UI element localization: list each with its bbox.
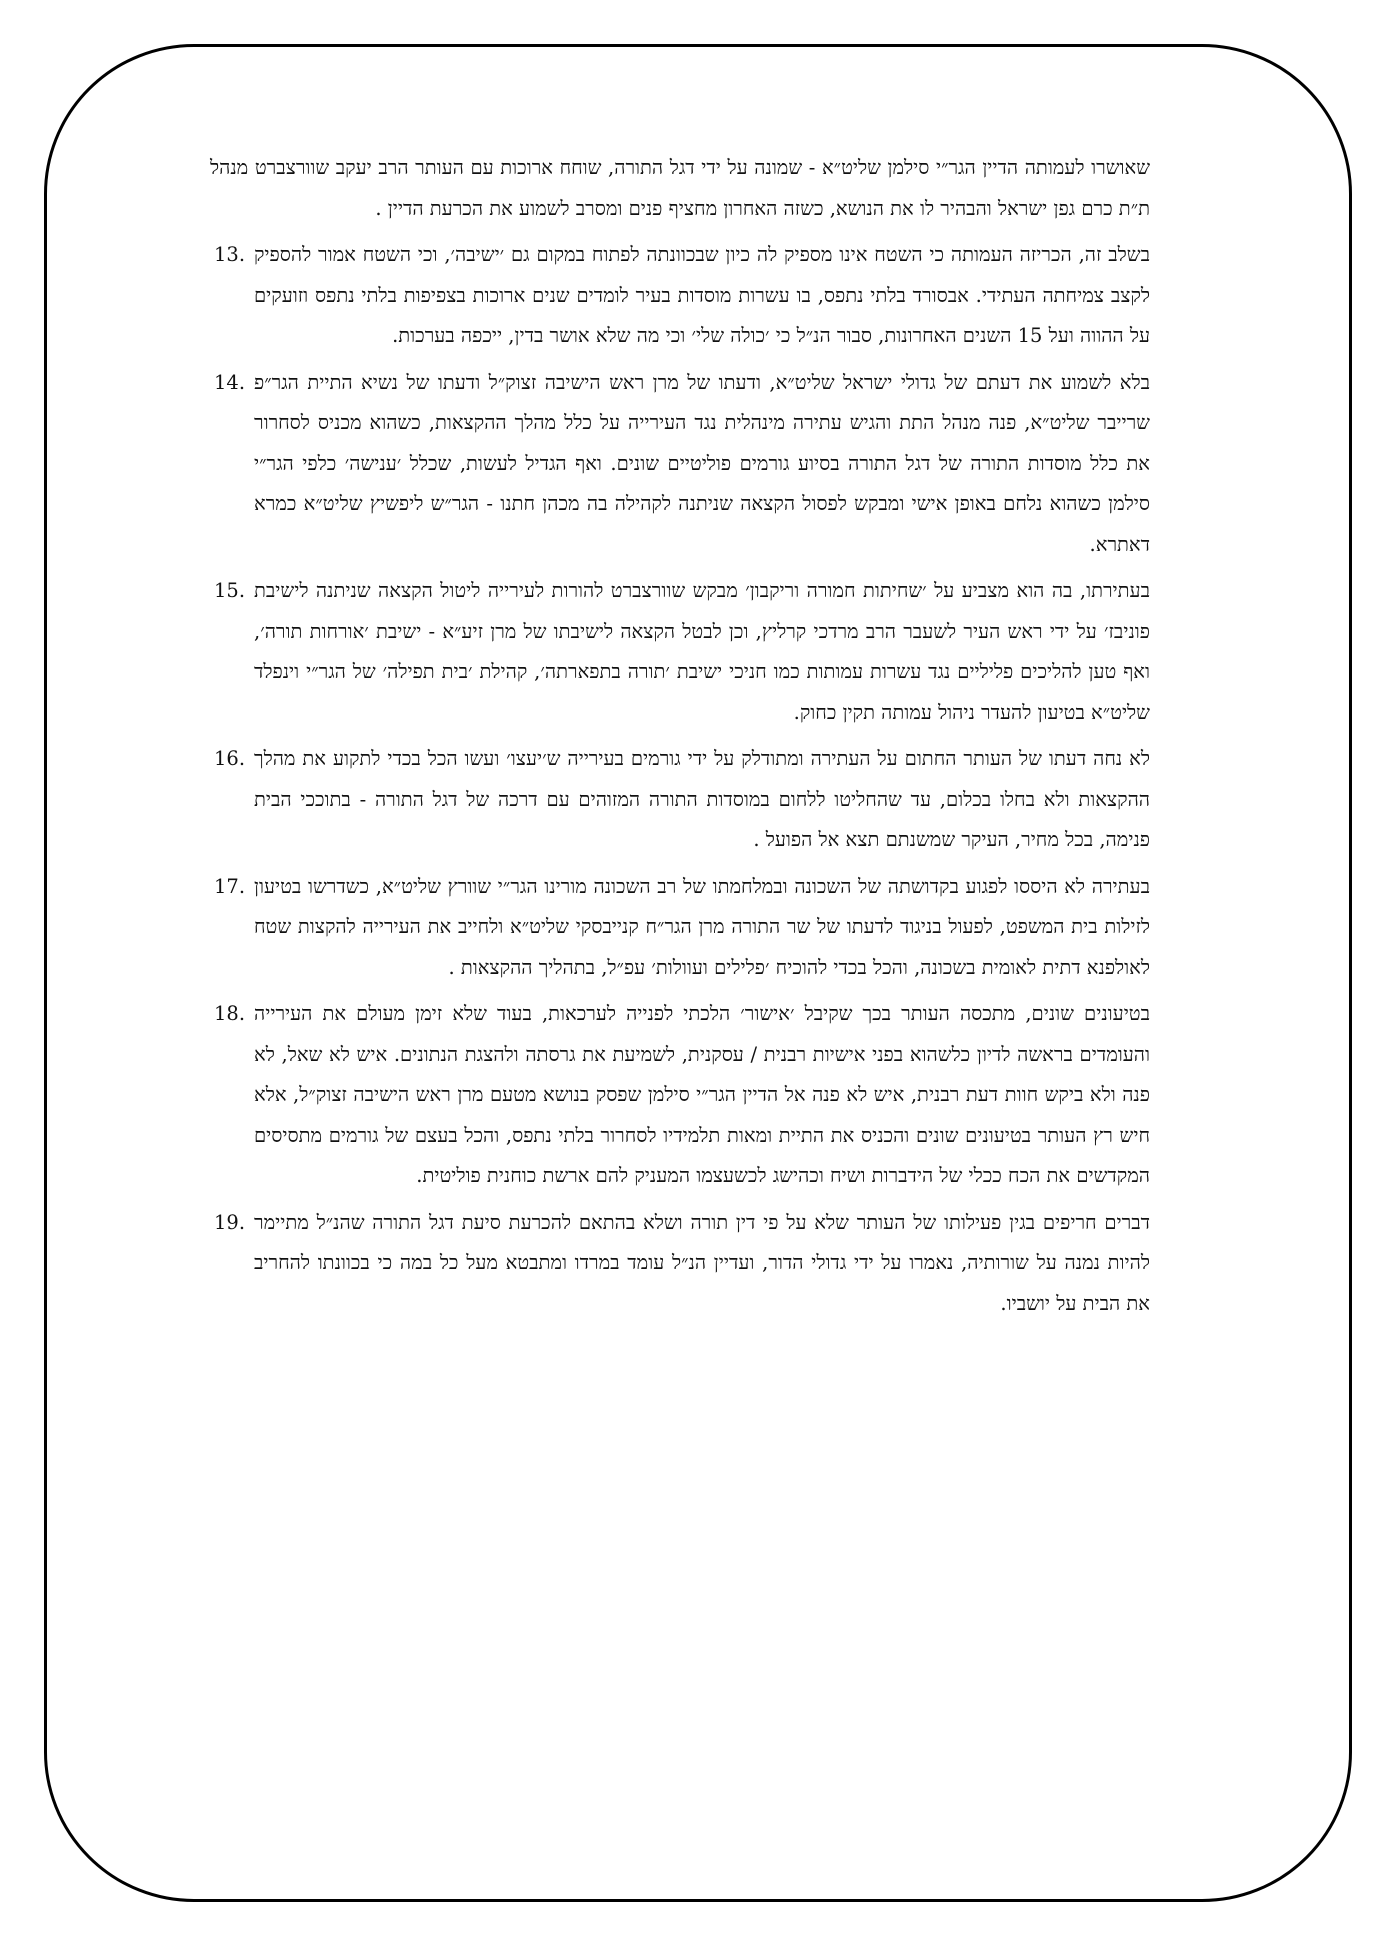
paragraph-text: דברים חריפים בגין פעילותו של העותר שלא על פי דין תורה ושלא בהתאם להכרעת סיעת דגל התורה שהנ״ל מתיימר להיות נמנה על שורותיה, נאמרו על ידי גדולי הדור, ועדיין הנ״ל עומד במרדו ומתבטא מעל כל במה כי בכוונתו להחריב את הבית על יושביו. [254,1210,1150,1315]
paragraph-16 [210,739,1150,861]
paragraph-number: 18. [214,1002,246,1025]
paragraph-text: בעתירה לא היססו לפגוע בקדושתה של השכונה ובמלחמתו של רב השכונה מורינו הגר״י שוורץ שליט״א, כשדרשו בטיעון לזילות בית המשפט, לפעול בניגוד לדעתו של שר התורה מרן הגר״ח קנייבסקי שליט״א ולחייב את העירייה להקצות שטח לאולפנא דתית לאומית בשכונה, והכל בכדי להוכיח ׳פלילים ועוולות׳ עפ״ל, בתהליך ההקצאות . [254,874,1150,979]
document-body [210,148,1150,1324]
paragraph-number: 16. [214,747,246,770]
paragraph-text: בעתירתו, בה הוא מצביע על ׳שחיתות חמורה וריקבון׳ מבקש שוורצברט להורות לעירייה ליטול הקצאה שניתנה לישיבת פוניבז׳ על ידי ראש העיר לשעבר הרב מרדכי קרליץ, וכן לבטל הקצאה לישיבתו של מרן זיע״א - ישיבת ׳אורחות תורה׳, ואף טען להליכים פליליים נגד עשרות עמותות כמו חניכי ישיבת ׳תורה בתפארתה׳, קהילת ׳בית תפילה׳ של הגר״י וינפלד שליט״א בטיעון להעדר ניהול עמותה תקין כחוק. [254,579,1150,724]
intro-paragraph: שאושרו לעמותה הדיין הגר״י סילמן שליט״א - שמונה על ידי דגל התורה, שוחח ארוכות עם העותר הרב יעקב שוורצברט מנהל ת״ת כרם גפן ישראל והבהיר לו את הנושא, כשזה האחרון מחציף פנים ומסרב לשמוע את הכרעת הדיין . [210,156,1150,220]
paragraph-number: 19. [214,1210,246,1234]
paragraph-number: 17. [214,874,246,898]
paragraph-number: 15. [214,579,246,602]
paragraph-19 [210,1203,1150,1325]
paragraph-17 [210,867,1150,989]
paragraph-number: 14. [214,370,246,394]
paragraph-number: 13. [214,243,246,266]
paragraph-text: בשלב זה, הכריזה העמותה כי השטח אינו מספיק לה כיון שבכוונתה לפתוח במקום גם ׳ישיבה׳, וכי השטח אמור להספיק לקצב צמיחתה העתידי. אבסורד בלתי נתפס, בו עשרות מוסדות בעיר לומדים שנים ארוכות בצפיפות בלתי נתפס וזועקים על ההווה ועל 15 השנים האחרונות, סבור הנ״ל כי ׳כולה שלי׳ וכי מה שלא אושר בדין, ייכפה בערכות. [254,243,1150,347]
paragraph-18 [210,994,1150,1197]
paragraph-13 [210,235,1150,357]
paragraph-14 [210,363,1150,566]
paragraph-text: בטיעונים שונים, מתכסה העותר בכך שקיבל ׳אישור׳ הלכתי לפנייה לערכאות, בעוד שלא זימן מעולם את העירייה והעומדים בראשה לדיון כלשהוא בפני אישיות רבנית / עסקנית, לשמיעת את גרסתה ולהצגת הנתונים. איש לא שאל, לא פנה ולא ביקש חוות דעת רבנית, איש לא פנה אל הדיין הגר״י סילמן שפסק בנושא מטעם מרן ראש הישיבה זצוק״ל, אלא חיש רץ העותר בטיעונים שונים והכניס את התיית ומאות תלמידיו לסחרור בלתי נתפס, והכל בעצם של גורמים מתסיסים המקדשים את הכח ככלי של הידברות ושיח וכהישג לכשעצמו המעניק להם ארשת כוחנית פוליטית. [254,1002,1150,1187]
paragraph-text: לא נחה דעתו של העותר החתום על העתירה ומתודלק על ידי גורמים בעירייה ש׳יעצו׳ ועשו הכל בכדי לתקוע את מהלך ההקצאות ולא בחלו בכלום, עד שהחליטו ללחום במוסדות התורה המזוהים עם דרכה של דגל התורה - בתוככי הבית פנימה, בכל מחיר, העיקר שמשנתם תצא אל הפועל . [254,747,1150,851]
paragraph-text: בלא לשמוע את דעתם של גדולי ישראל שליט״א, ודעתו של מרן ראש הישיבה זצוק״ל ודעתו של נשיא התיית הגר״פ שרייבר שליט״א, פנה מנהל התת והגיש עתירה מינהלית נגד העירייה על כלל מהלך ההקצאות, כשהוא מכניס לסחרור את כלל מוסדות התורה של דגל התורה בסיוע גורמים פוליטיים שונים. ואף הגדיל לעשות, שכלל ׳ענישה׳ כלפי הגר״י סילמן כשהוא נלחם באופן אישי ומבקש לפסול הקצאה שניתנה לקהילה בה מכהן חתנו - הגר״ש ליפשיץ שליט״א כמרא דאתרא. [254,370,1150,556]
paragraph-15 [210,571,1150,733]
